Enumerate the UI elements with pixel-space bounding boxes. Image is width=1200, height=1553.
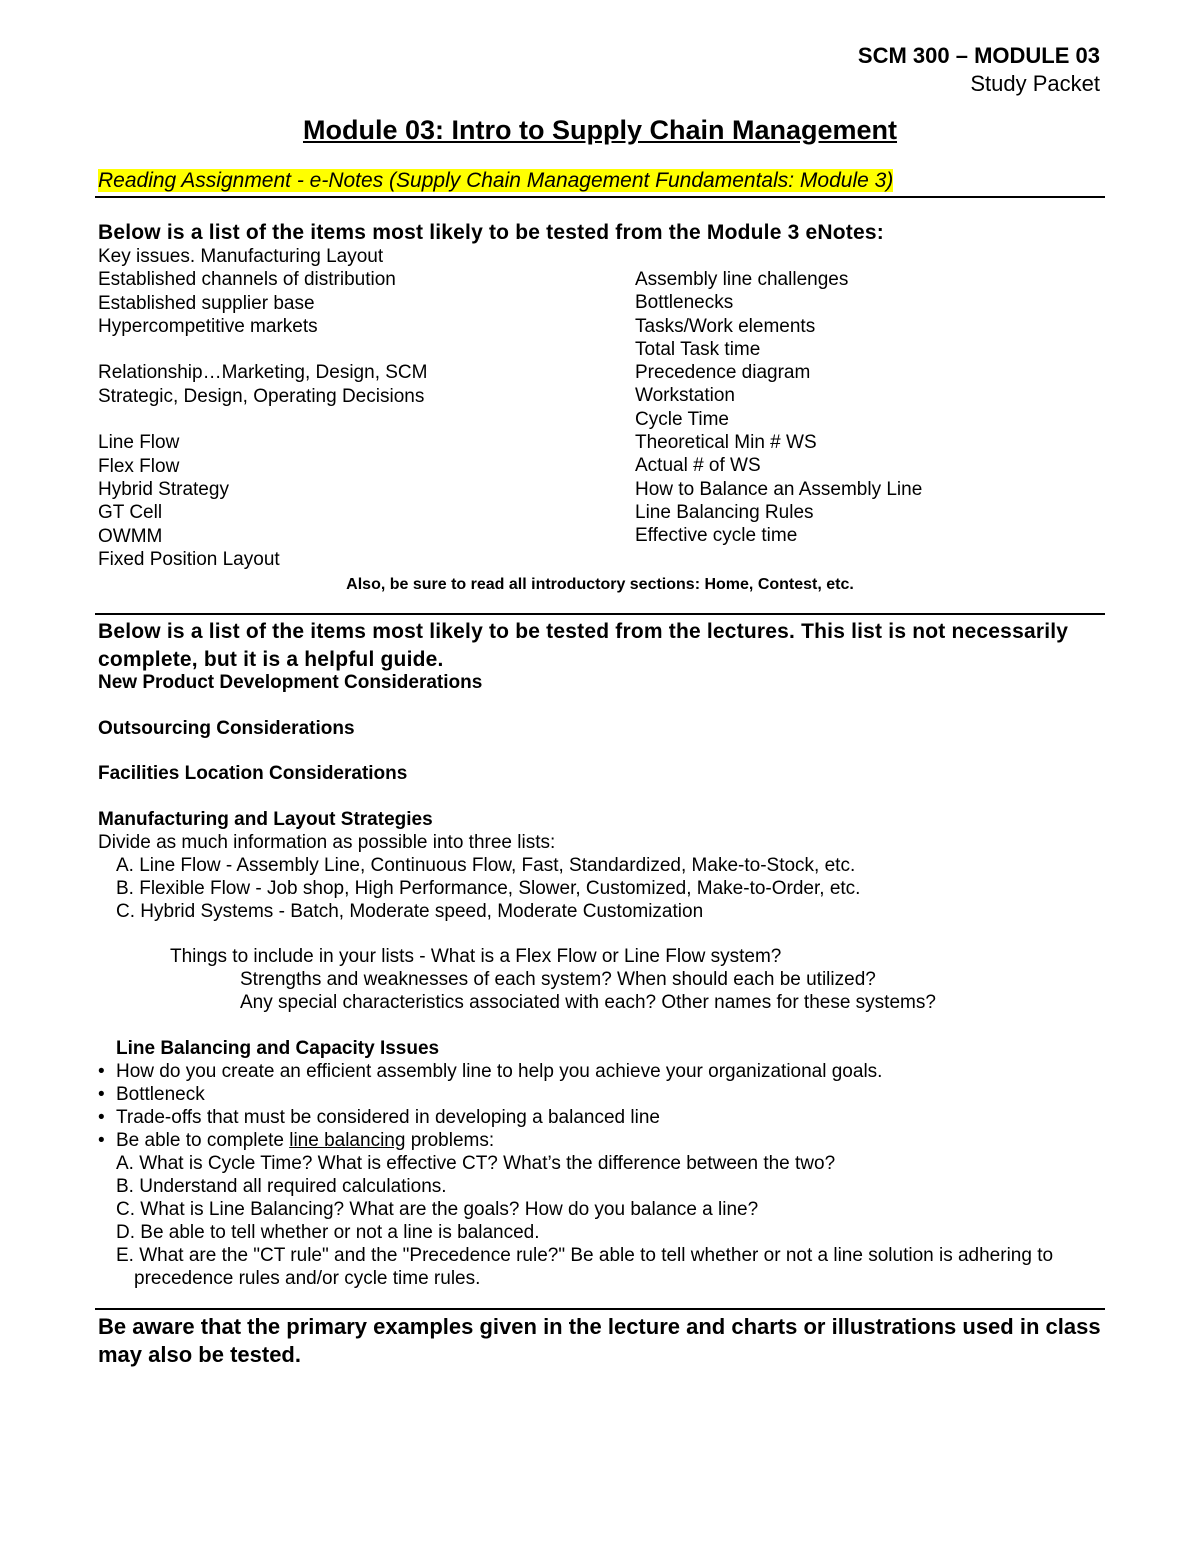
sub-item: D. Be able to tell whether or not a line is balanced. [116, 1221, 540, 1243]
list-item: A. Line Flow - Assembly Line, Continuous Flow, Fast, Standardized, Make-to-Stock, etc. [116, 854, 856, 876]
things-line: Things to include in your lists - What is a Flex Flow or Line Flow system? [170, 946, 782, 967]
things-line: Any special characteristics associated with each? Other names for these systems? [240, 992, 936, 1013]
list-item: Flex Flow [98, 455, 180, 477]
list-item: Fixed Position Layout [98, 548, 280, 570]
lectures-content [98, 671, 1108, 1290]
list-item: Theoretical Min # WS [635, 432, 817, 454]
sub-item: A. What is Cycle Time? What is effective CT? What’s the difference between the two? [116, 1152, 836, 1174]
spacer [98, 694, 1108, 717]
enotes-left-list [98, 245, 427, 571]
list-item: Relationship…Marketing, Design, SCM [98, 362, 428, 384]
sub-item: E. What are the "CT rule" and the "Precedence rule?" Be able to tell whether or not a line solution is adhering to [116, 1244, 1054, 1266]
bullet-item: • Bottleneck [98, 1083, 205, 1105]
list-item: OWMM [98, 525, 163, 547]
list-item: Cycle Time [635, 408, 729, 430]
also-note: Also, be sure to read all introductory sections: Home, Contest, etc. [346, 576, 854, 593]
bullet-item: • How do you create an efficient assembly line to help you achieve your organizational goals. [98, 1060, 883, 1082]
reading-assignment-text: Reading Assignment - e-Notes (Supply Chain Management Fundamentals: Module 3) [98, 169, 894, 192]
divider-2 [95, 613, 1105, 615]
divider-1 [95, 196, 1105, 198]
topic-heading: Facilities Location Considerations [98, 763, 408, 784]
list-item: How to Balance an Assembly Line [635, 478, 923, 500]
list-item: Tasks/Work elements [635, 315, 816, 337]
topic-heading: Line Balancing and Capacity Issues [116, 1037, 440, 1059]
list-item: Assembly line challenges [635, 269, 849, 290]
sub-item: B. Understand all required calculations. [116, 1175, 447, 1197]
things-line: Strengths and weaknesses of each system? When should each be utilized? [240, 969, 876, 990]
bullet-icon: • [98, 1060, 105, 1082]
sub-item-continuation: precedence rules and/or cycle time rules. [134, 1267, 481, 1289]
list-item: Workstation [635, 385, 735, 407]
list-item: Precedence diagram [635, 362, 811, 384]
divider-3 [95, 1308, 1105, 1310]
enotes-heading: Below is a list of the items most likely to be tested from the Module 3 eNotes: [98, 221, 884, 244]
lectures-heading: Below is a list of the items most likely to be tested from the lectures. This list is not necessarily complete, but it is a helpful guide. [98, 620, 1069, 671]
list-item: Established channels of distribution [98, 269, 396, 291]
page-title: Module 03: Intro to Supply Chain Management [302, 115, 898, 145]
spacer [98, 923, 1108, 946]
list-gap [98, 338, 427, 361]
spacer [98, 740, 1108, 763]
reading-assignment [98, 167, 893, 195]
topic-heading: Outsourcing Considerations [98, 717, 355, 739]
bullet-item: • Trade-offs that must be considered in developing a balanced line [98, 1106, 660, 1128]
list-item: Effective cycle time [635, 525, 798, 547]
bullet-item: • Be able to complete line balancing problems: [98, 1129, 495, 1151]
list-item: Bottlenecks [635, 292, 734, 314]
list-item: B. Flexible Flow - Job shop, High Performance, Slower, Customized, Make-to-Order, etc. [116, 877, 861, 899]
final-note: Be aware that the primary examples given in the lecture and charts or illustrations used in class may also be tested. [98, 1314, 1101, 1367]
list-item: Hypercompetitive markets [98, 315, 318, 337]
list-item: Established supplier base [98, 292, 315, 314]
list-item: Key issues. Manufacturing Layout [98, 246, 384, 267]
list-item: GT Cell [98, 502, 163, 524]
divide-intro: Divide as much information as possible into three lists: [98, 831, 556, 853]
packet-subtitle: Study Packet [970, 71, 1100, 96]
bullet-icon: • [98, 1083, 105, 1105]
bullet-icon: • [98, 1106, 105, 1128]
spacer [98, 1014, 1108, 1037]
list-item: Strategic, Design, Operating Decisions [98, 385, 425, 407]
spacer [98, 785, 1108, 808]
topic-heading: Manufacturing and Layout Strategies [98, 808, 433, 830]
list-item: C. Hybrid Systems - Batch, Moderate speed, Moderate Customization [116, 900, 704, 922]
list-gap [98, 408, 427, 431]
list-item: Actual # of WS [635, 455, 761, 477]
sub-item: C. What is Line Balancing? What are the goals? How do you balance a line? [116, 1198, 759, 1220]
list-item: Line Balancing Rules [635, 501, 814, 523]
line-balancing-text: line balancing [289, 1129, 406, 1151]
list-item: Hybrid Strategy [98, 478, 229, 500]
list-item: Total Task time [635, 338, 761, 360]
bullet-icon: • [98, 1129, 105, 1151]
list-item: Line Flow [98, 432, 180, 454]
course-code: SCM 300 – MODULE 03 [857, 43, 1100, 68]
enotes-right-list [635, 268, 922, 548]
topic-heading: New Product Development Considerations [98, 672, 483, 693]
